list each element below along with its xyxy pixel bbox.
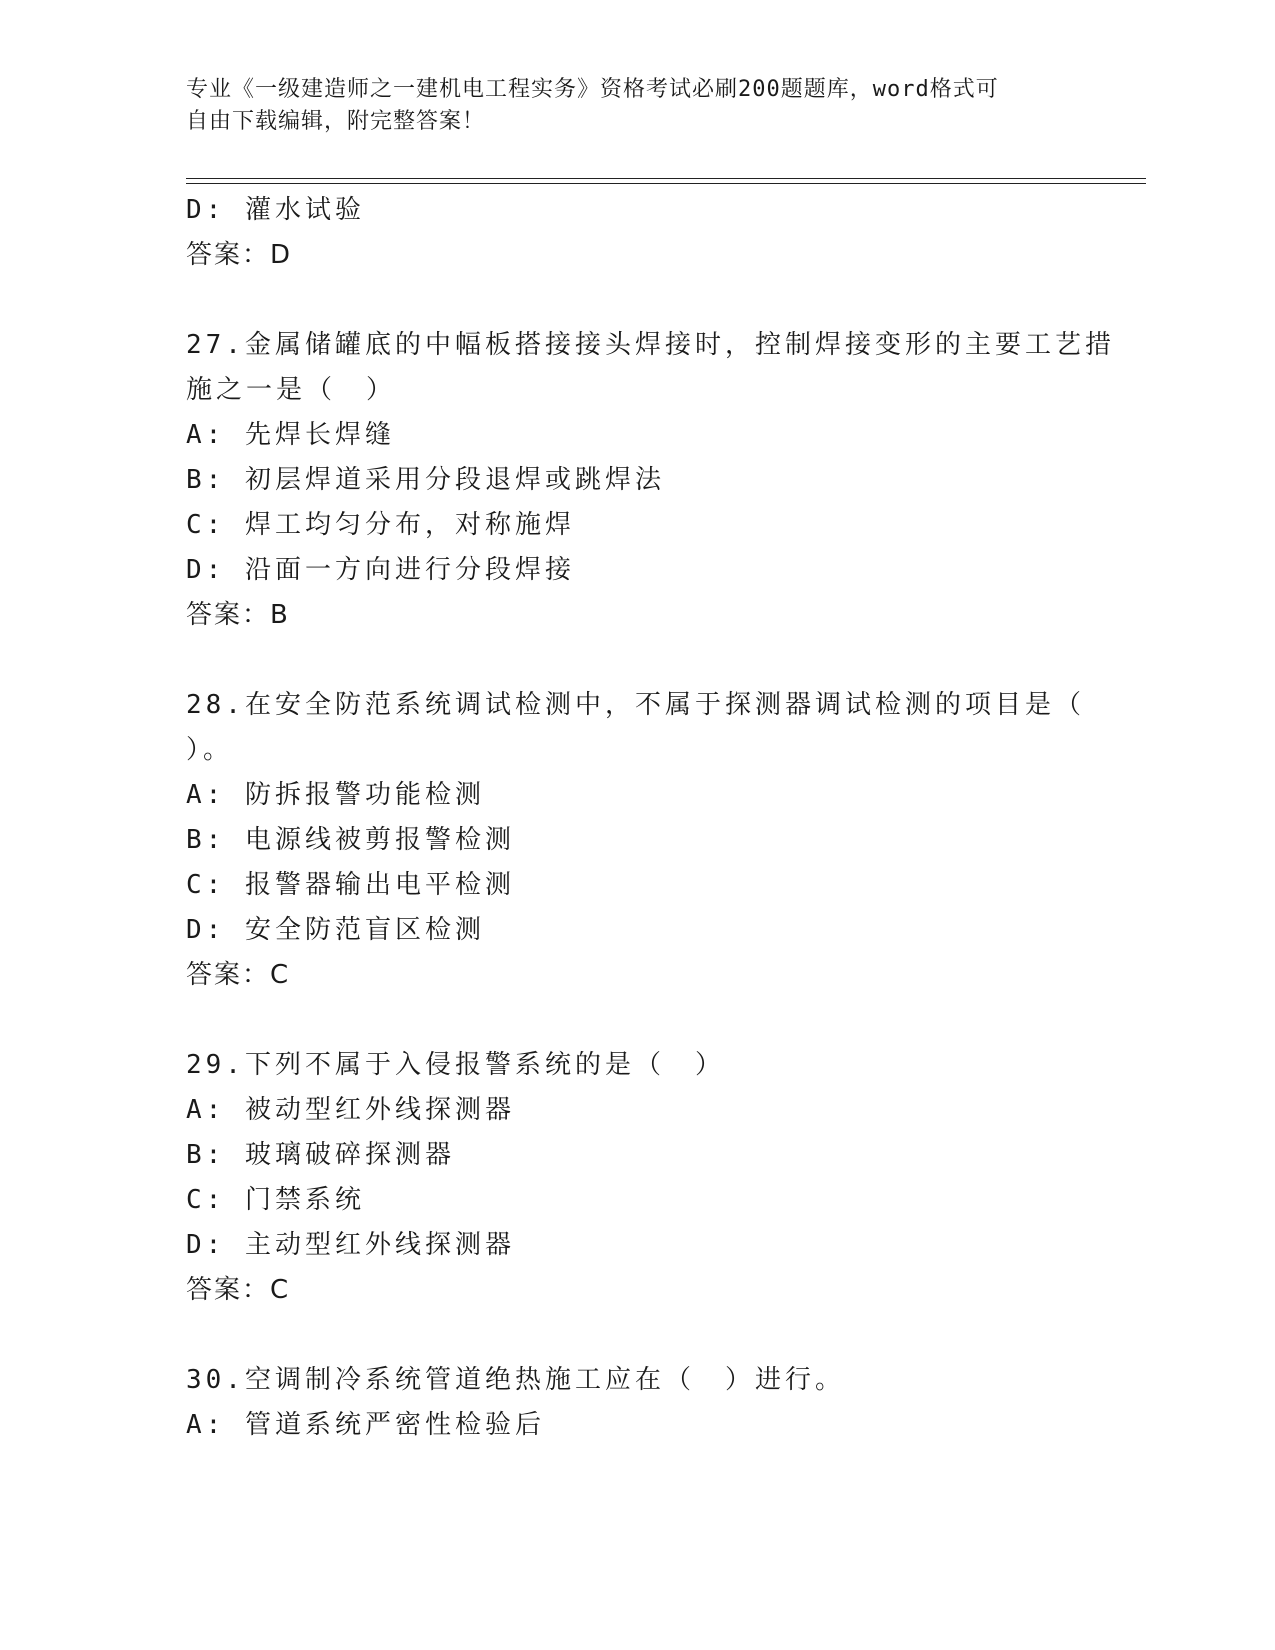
option-d: D: 安全防范盲区检测 [186,915,485,945]
option-c: C: 焊工均匀分布，对称施焊 [186,510,575,540]
header-line-1: 专业《一级建造师之一建机电工程实务》资格考试必刷200题题库，word格式可 [186,77,999,102]
header-divider-top [186,178,1146,179]
document-header [186,74,1086,138]
question-stem-continued: 施之一是（ ） [186,375,397,405]
header-line-2: 自由下载编辑，附完整答案！ [186,109,486,134]
option-c: C: 门禁系统 [186,1185,365,1215]
question-stem: 30.空调制冷系统管道绝热施工应在（ ）进行。 [186,1365,845,1395]
spacer [186,278,1086,323]
option-d: D: 沿面一方向进行分段焊接 [186,555,575,585]
option-a: A: 防拆报警功能检测 [186,780,485,810]
question-30 [186,1358,1086,1448]
question-stem: 27.金属储罐底的中幅板搭接接头焊接时，控制焊接变形的主要工艺措 [186,330,1115,360]
answer-line: 答案：B [186,600,290,630]
answer-line: 答案：C [186,960,291,990]
option-a: A: 被动型红外线探测器 [186,1095,515,1125]
option-a: A: 先焊长焊缝 [186,420,395,450]
question-27 [186,323,1115,638]
question-29 [186,1043,1086,1313]
option-a: A: 管道系统严密性检验后 [186,1410,545,1440]
question-28 [186,683,1086,998]
option-c: C: 报警器输出电平检测 [186,870,515,900]
question-stem-continued: ）。 [186,735,234,765]
spacer [186,638,1086,683]
option-b: B: 初层焊道采用分段退焊或跳焊法 [186,465,665,495]
question-stem: 29.下列不属于入侵报警系统的是（ ） [186,1050,725,1080]
option-b: B: 玻璃破碎探测器 [186,1140,455,1170]
answer-line: 答案：D [186,240,293,270]
spacer [186,1313,1086,1358]
answer-line: 答案：C [186,1275,291,1305]
option-b: B: 电源线被剪报警检测 [186,825,515,855]
spacer [186,998,1086,1043]
option-d: D: 灌水试验 [186,195,365,225]
header-divider-bottom [186,183,1146,184]
option-d: D: 主动型红外线探测器 [186,1230,515,1260]
question-stem: 28.在安全防范系统调试检测中，不属于探测器调试检测的项目是（ [186,690,1085,720]
question-list [186,188,1115,1448]
